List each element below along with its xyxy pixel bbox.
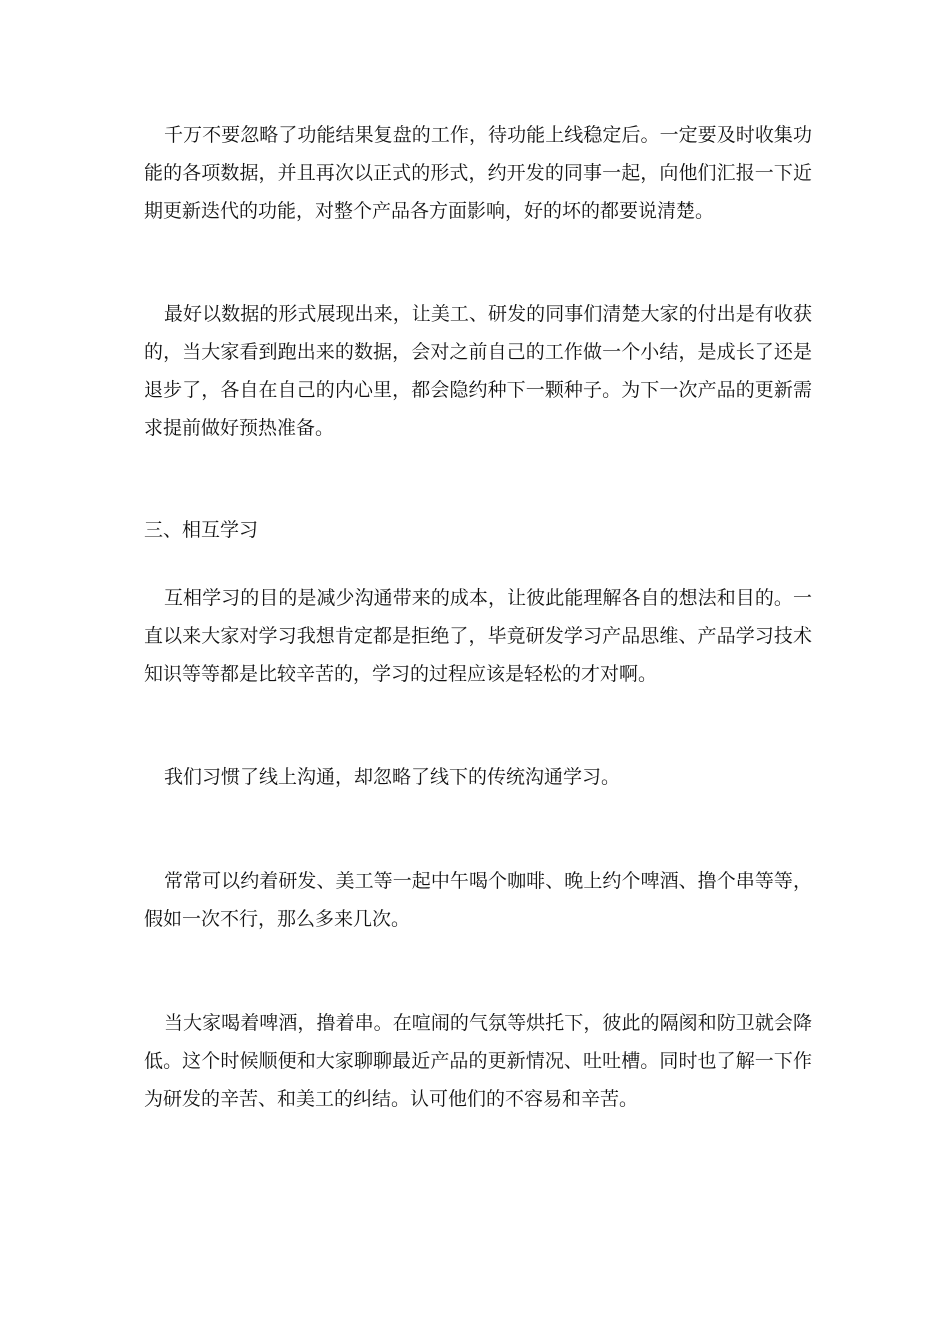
section-heading-mutual-learning: 三、相互学习: [144, 519, 259, 541]
paragraph-data-presentation: 最好以数据的形式展现出来，让美工、研发的同事们清楚大家的付出是有收获的，当大家看到跑出来的数据，会对之前自己的工作做一个小结，是成长了还是退步了，各自在自己的内心里，都会隐约种下一颗种子。为下一次产品的更新需求提前做好预热准备。: [144, 303, 812, 439]
paragraph-feature-review: 千万不要忽略了功能结果复盘的工作，待功能上线稳定后。一定要及时收集功能的各项数据，并且再次以正式的形式，约开发的同事一起，向他们汇报一下近期更新迭代的功能，对整个产品各方面影响，好的坏的都要说清楚。: [144, 124, 812, 222]
paragraph-meetups: 常常可以约着研发、美工等一起中午喝个咖啡、晚上约个啤酒、撸个串等等，假如一次不行，那么多来几次。: [144, 870, 812, 930]
paragraph-offline-communication: 我们习惯了线上沟通，却忽略了线下的传统沟通学习。: [164, 766, 621, 788]
paragraph-casual-chat: 当大家喝着啤酒，撸着串。在喧闹的气氛等烘托下，彼此的隔阂和防卫就会降低。这个时候顺便和大家聊聊最近产品的更新情况、吐吐槽。同时也了解一下作为研发的辛苦、和美工的纠结。认可他们的不容易和辛苦。: [144, 1012, 812, 1110]
paragraph-learning-purpose: 互相学习的目的是减少沟通带来的成本，让彼此能理解各自的想法和目的。一直以来大家对学习我想肯定都是拒绝了，毕竟研发学习产品思维、产品学习技术知识等等都是比较辛苦的，学习的过程应该是轻松的才对啊。: [144, 587, 812, 685]
